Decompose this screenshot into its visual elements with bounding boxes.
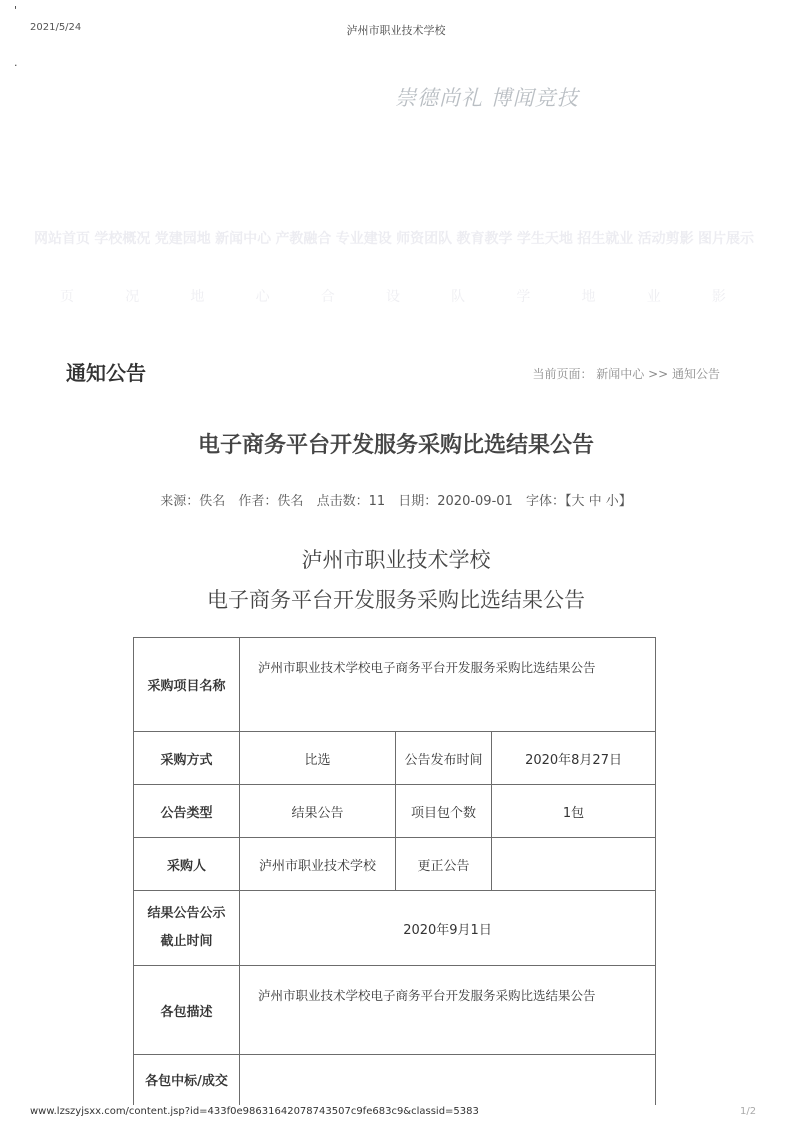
method-label: 采购方式 xyxy=(134,732,240,785)
nav-item-teachers[interactable]: 师资团队 xyxy=(396,231,453,247)
site-slogan: 崇德尚礼 博闻竞技 xyxy=(395,86,579,110)
type-label: 公告类型 xyxy=(134,785,240,838)
deadline-label-line1: 结果公告公示 xyxy=(147,906,226,921)
type-value: 结果公告 xyxy=(240,785,396,838)
nav-sub-char: 合 xyxy=(320,289,335,305)
nav-item-party[interactable]: 党建园地 xyxy=(154,231,211,247)
publish-time-value: 2020年8月27日 xyxy=(492,732,656,785)
package-desc-label: 各包描述 xyxy=(134,966,240,1055)
section-title: 通知公告 xyxy=(66,361,146,385)
table-row xyxy=(134,732,656,785)
nav-item-news[interactable]: 新闻中心 xyxy=(215,231,272,247)
publish-time-label: 公告发布时间 xyxy=(396,732,492,785)
purchaser-value: 泸州市职业技术学校 xyxy=(240,838,396,891)
breadcrumb[interactable]: 当前页面： 新闻中心 >> 通知公告 xyxy=(532,367,720,381)
nav-sub-char: 地 xyxy=(581,289,596,305)
nav-item-students[interactable]: 学生天地 xyxy=(516,231,573,247)
purchaser-label: 采购人 xyxy=(134,838,240,891)
winner-label: 各包中标/成交 xyxy=(134,1055,240,1105)
nav-item-industry[interactable]: 产教融合 xyxy=(275,231,332,247)
nav-sub-char: 况 xyxy=(125,289,140,305)
method-value: 比选 xyxy=(240,732,396,785)
procurement-table xyxy=(133,637,656,1105)
nav-sub-char: 队 xyxy=(451,289,466,305)
deadline-label-line2: 截止时间 xyxy=(160,934,213,949)
nav-item-majors[interactable]: 专业建设 xyxy=(335,231,392,247)
table-row xyxy=(134,838,656,891)
notice-title: 电子商务平台开发服务采购比选结果公告 xyxy=(207,588,585,612)
nav-sub-char: 业 xyxy=(646,289,661,305)
nav-sub-char: 心 xyxy=(255,289,270,305)
nav-sub-char: 学 xyxy=(516,289,531,305)
margin-mark: ' xyxy=(14,4,18,17)
article-heading xyxy=(0,540,792,620)
meta-author: 作者：佚名 xyxy=(238,494,304,509)
nav-item-about[interactable]: 学校概况 xyxy=(94,231,151,247)
article-meta xyxy=(0,490,792,509)
meta-font-label: 字体： xyxy=(525,494,565,509)
correction-label: 更正公告 xyxy=(396,838,492,891)
nav-item-admission[interactable]: 招生就业 xyxy=(577,231,634,247)
project-name-value: 泸州市职业技术学校电子商务平台开发服务采购比选结果公告 xyxy=(240,638,656,732)
nav-item-home[interactable]: 网站首页 xyxy=(34,231,90,247)
table-row xyxy=(134,891,656,966)
nav-sub-char: 地 xyxy=(190,289,205,305)
nav-sub-char: 影 xyxy=(711,289,726,305)
nav-sub-char: 页 xyxy=(60,289,74,305)
main-nav xyxy=(34,228,754,248)
table-row xyxy=(134,785,656,838)
correction-value xyxy=(492,838,656,891)
nav-secondary-row xyxy=(60,286,726,306)
meta-clicks: 点击数：11 xyxy=(316,494,386,509)
package-desc-value: 泸州市职业技术学校电子商务平台开发服务采购比选结果公告 xyxy=(240,966,656,1055)
table-row xyxy=(134,966,656,1055)
meta-source: 来源：佚名 xyxy=(160,494,226,509)
meta-date: 日期：2020-09-01 xyxy=(398,494,513,509)
project-name-label: 采购项目名称 xyxy=(134,638,240,732)
package-count-value: 1包 xyxy=(492,785,656,838)
table-row xyxy=(134,1055,656,1105)
deadline-label xyxy=(134,891,240,966)
print-date: 2021/5/24 xyxy=(30,22,82,33)
article-title: 电子商务平台开发服务采购比选结果公告 xyxy=(197,433,594,458)
nav-item-teaching[interactable]: 教育教学 xyxy=(456,231,513,247)
nav-sub-char: 设 xyxy=(385,289,400,305)
font-size-switch[interactable]: 【大 中 小】 xyxy=(564,494,632,509)
nav-item-activities[interactable]: 活动剪影 xyxy=(637,231,694,247)
deadline-value: 2020年9月1日 xyxy=(240,891,656,966)
package-count-label: 项目包个数 xyxy=(396,785,492,838)
margin-mark: . xyxy=(14,56,18,69)
nav-item-gallery[interactable]: 图片展示 xyxy=(697,231,754,247)
page-number: 1/2 xyxy=(740,1106,757,1117)
print-page-title: 泸州市职业技术学校 xyxy=(346,24,446,37)
org-name: 泸州市职业技术学校 xyxy=(301,548,491,572)
winner-value xyxy=(240,1055,656,1105)
print-url: www.lzszyjsxx.com/content.jsp?id=433f0e98631642078743507c9fe683c9&classid=5383 xyxy=(30,1106,479,1117)
table-row xyxy=(134,638,656,732)
